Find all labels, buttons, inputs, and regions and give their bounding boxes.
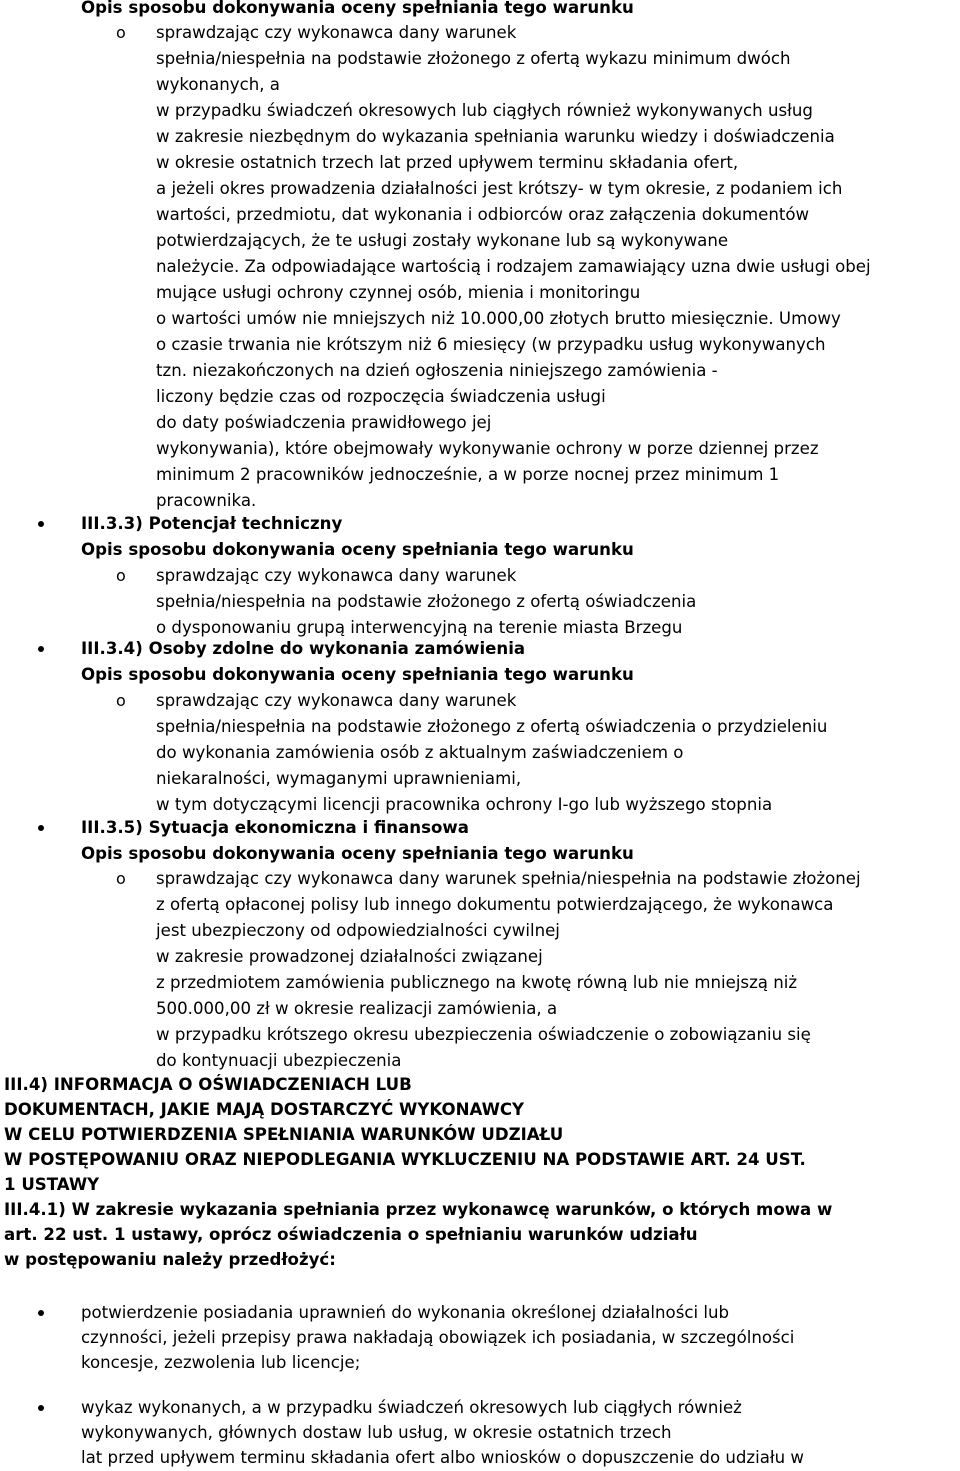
text-line: wykonywania), które obejmowały wykonywanie ochrony w porze dziennej przez <box>156 439 819 458</box>
bullet-o-icon: o <box>116 566 126 585</box>
section-34-line: W CELU POTWIERDZENIA SPEŁNIANIA WARUNKÓW UDZIAŁU <box>4 1125 564 1144</box>
section-heading: Opis sposobu dokonywania oceny spełniania tego warunku <box>81 540 634 559</box>
text-line: wykonanych, a <box>156 75 280 94</box>
text-line: jest ubezpieczony od odpowiedzialności cywilnej <box>156 921 560 940</box>
bullet-o-icon: o <box>116 691 126 710</box>
list-item-line: wykaz wykonanych, a w przypadku świadczeń okresowych lub ciągłych również <box>81 1398 742 1417</box>
section-34-line: W POSTĘPOWANIU ORAZ NIEPODLEGANIA WYKLUCZENIU NA PODSTAWIE ART. 24 UST. <box>4 1150 806 1169</box>
section-title: III.3.4) Osoby zdolne do wykonania zamówienia <box>81 639 526 658</box>
section-34-line: w postępowaniu należy przedłożyć: <box>4 1250 336 1269</box>
text-line: mujące usługi ochrony czynnej osób, mienia i monitoringu <box>156 283 641 302</box>
text-line: liczony będzie czas od rozpoczęcia świadczenia usługi <box>156 387 606 406</box>
text-line: należycie. Za odpowiadające wartością i rodzajem zamawiający uzna dwie usługi obej <box>156 257 871 276</box>
section-title: III.3.3) Potencjał techniczny <box>81 514 343 533</box>
text-line: w zakresie prowadzonej działalności związanej <box>156 947 543 966</box>
bullet-dot-icon <box>38 825 44 831</box>
text-line: w zakresie niezbędnym do wykazania spełniania warunku wiedzy i doświadczenia <box>156 127 835 146</box>
text-line: o dysponowaniu grupą interwencyjną na terenie miasta Brzegu <box>156 618 683 637</box>
text-line: wartości, przedmiotu, dat wykonania i odbiorców oraz załączenia dokumentów <box>156 205 810 224</box>
section-34-line: DOKUMENTACH, JAKIE MAJĄ DOSTARCZYĆ WYKONAWCY <box>4 1100 525 1119</box>
text-line: minimum 2 pracowników jednocześnie, a w porze nocnej przez minimum 1 <box>156 465 780 484</box>
text-line: w przypadku krótszego okresu ubezpieczenia oświadczenie o zobowiązaniu się <box>156 1025 811 1044</box>
section-34-line: III.4.1) W zakresie wykazania spełniania przez wykonawcę warunków, o których mowa w <box>4 1200 833 1219</box>
list-item-line: koncesje, zezwolenia lub licencje; <box>81 1353 361 1372</box>
text-line: sprawdzając czy wykonawca dany warunek <box>156 566 517 585</box>
block1-heading: Opis sposobu dokonywania oceny spełniania tego warunku <box>81 0 634 17</box>
text-line: tzn. niezakończonych na dzień ogłoszenia niniejszego zamówienia - <box>156 361 718 380</box>
text-line: sprawdzając czy wykonawca dany warunek <box>156 23 517 42</box>
text-line: o wartości umów nie mniejszych niż 10.000,00 złotych brutto miesięcznie. Umowy <box>156 309 841 328</box>
section-34-line: 1 USTAWY <box>4 1175 100 1194</box>
text-line: o czasie trwania nie krótszym niż 6 miesięcy (w przypadku usług wykonywanych <box>156 335 826 354</box>
list-item-line: lat przed upływem terminu składania ofert albo wniosków o dopuszczenie do udziału w <box>81 1448 804 1467</box>
list-item-line: wykonywanych, głównych dostaw lub usług, w okresie ostatnich trzech <box>81 1423 672 1442</box>
text-line: w okresie ostatnich trzech lat przed upływem terminu składania ofert, <box>156 153 739 172</box>
bullet-dot-icon <box>38 1310 44 1316</box>
text-line: 500.000,00 zł w okresie realizacji zamówienia, a <box>156 999 558 1018</box>
bullet-dot-icon <box>38 646 44 652</box>
text-line: a jeżeli okres prowadzenia działalności jest krótszy- w tym okresie, z podaniem ich <box>156 179 843 198</box>
text-line: sprawdzając czy wykonawca dany warunek spełnia/niespełnia na podstawie złożonej <box>156 869 861 888</box>
text-line: spełnia/niespełnia na podstawie złożonego z ofertą oświadczenia <box>156 592 697 611</box>
text-line: do daty poświadczenia prawidłowego jej <box>156 413 492 432</box>
bullet-dot-icon <box>38 1405 44 1411</box>
text-line: spełnia/niespełnia na podstawie złożonego z ofertą oświadczenia o przydzieleniu <box>156 717 828 736</box>
section-title: III.3.5) Sytuacja ekonomiczna i finansowa <box>81 818 469 837</box>
text-line: do kontynuacji ubezpieczenia <box>156 1051 402 1070</box>
section-heading: Opis sposobu dokonywania oceny spełniania tego warunku <box>81 844 634 863</box>
text-line: z przedmiotem zamówienia publicznego na kwotę równą lub nie mniejszą niż <box>156 973 798 992</box>
bullet-o-icon: o <box>116 23 126 42</box>
list-item-line: potwierdzenie posiadania uprawnień do wykonania określonej działalności lub <box>81 1303 730 1322</box>
text-line: niekaralności, wymaganymi uprawnieniami, <box>156 769 522 788</box>
text-line: w tym dotyczącymi licencji pracownika ochrony I-go lub wyższego stopnia <box>156 795 773 814</box>
section-heading: Opis sposobu dokonywania oceny spełniania tego warunku <box>81 665 634 684</box>
bullet-dot-icon <box>38 521 44 527</box>
text-line: w przypadku świadczeń okresowych lub ciągłych również wykonywanych usług <box>156 101 813 120</box>
list-item-line: czynności, jeżeli przepisy prawa nakładają obowiązek ich posiadania, w szczególności <box>81 1328 795 1347</box>
bullet-o-icon: o <box>116 869 126 888</box>
text-line: potwierdzających, że te usługi zostały wykonane lub są wykonywane <box>156 231 729 250</box>
text-line: spełnia/niespełnia na podstawie złożonego z ofertą wykazu minimum dwóch <box>156 49 791 68</box>
section-34-line: art. 22 ust. 1 ustawy, oprócz oświadczenia o spełnianiu warunków udziału <box>4 1225 698 1244</box>
text-line: pracownika. <box>156 491 257 510</box>
text-line: sprawdzając czy wykonawca dany warunek <box>156 691 517 710</box>
section-34-line: III.4) INFORMACJA O OŚWIADCZENIACH LUB <box>4 1075 412 1094</box>
text-line: do wykonania zamówienia osób z aktualnym zaświadczeniem o <box>156 743 684 762</box>
text-line: z ofertą opłaconej polisy lub innego dokumentu potwierdzającego, że wykonawca <box>156 895 834 914</box>
